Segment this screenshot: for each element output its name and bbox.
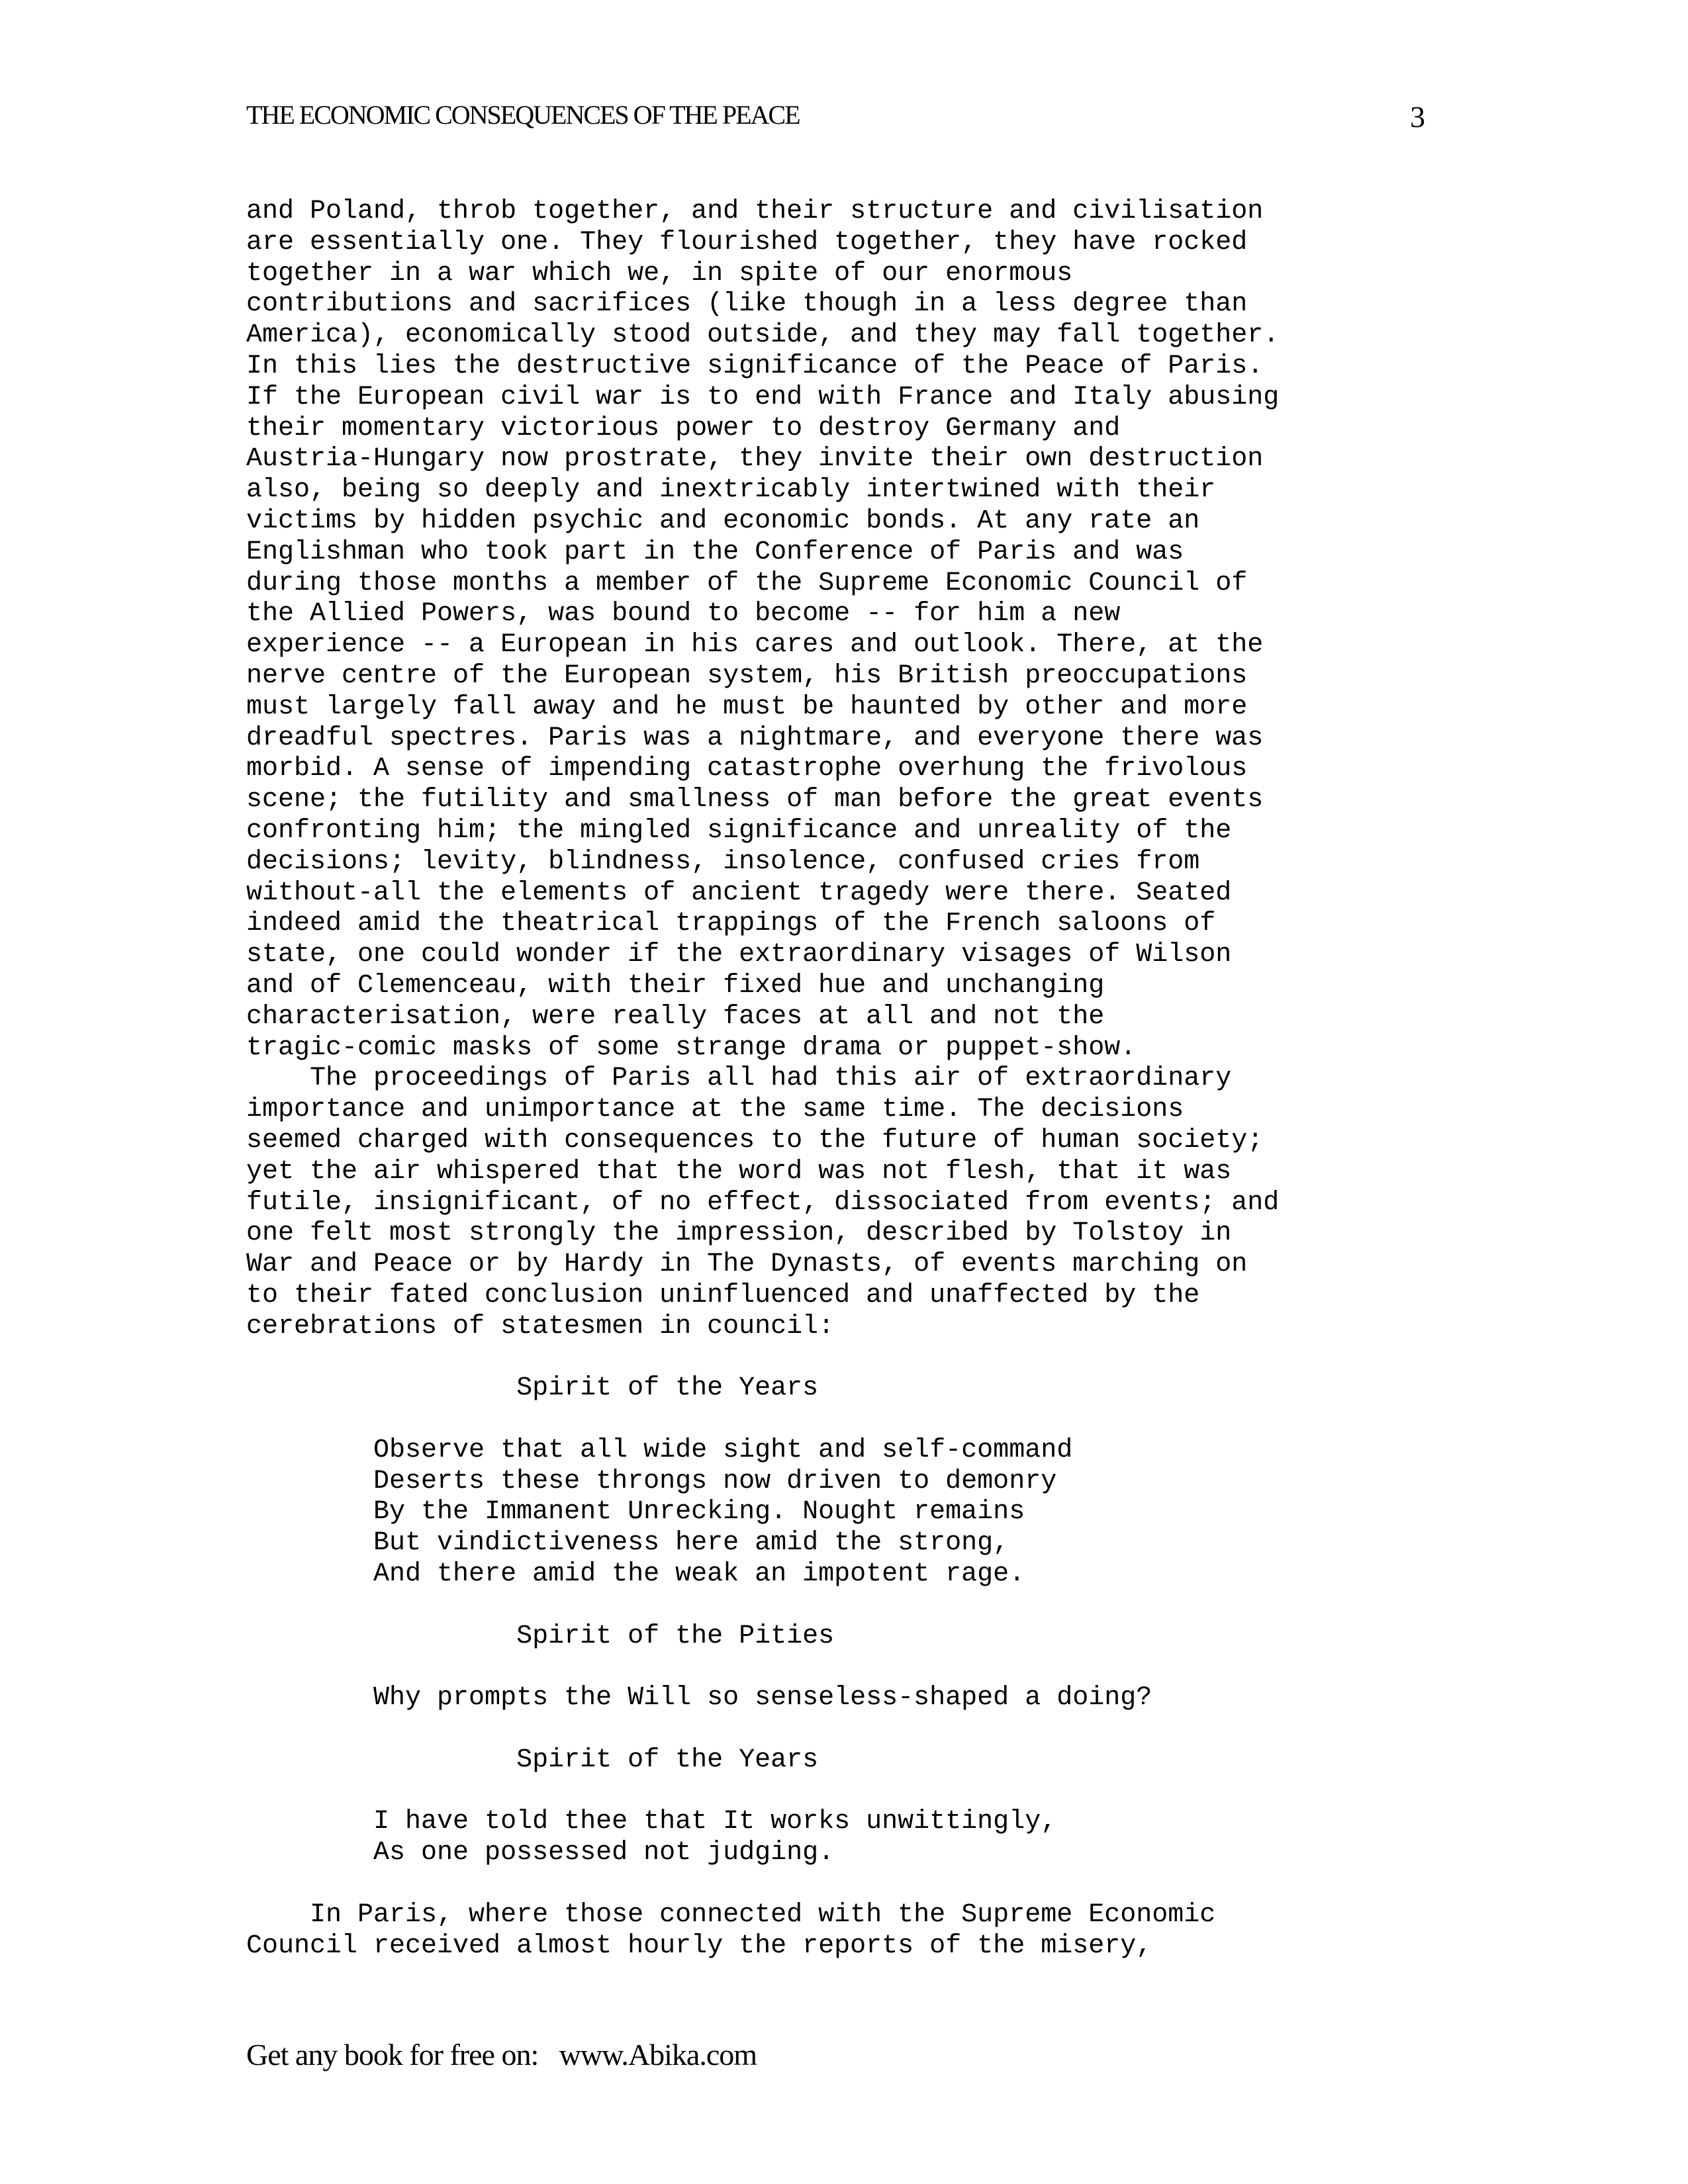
footer bbox=[246, 2037, 757, 2072]
text-line: Austria-Hungary now prostrate, they invite their own destruction bbox=[246, 444, 1264, 475]
text-line: yet the air whispered that the word was not flesh, that it was bbox=[246, 1156, 1232, 1187]
page-number: 3 bbox=[1410, 100, 1425, 134]
text-line: As one possessed not judging. bbox=[246, 1838, 835, 1868]
footer-label: Get any book for free on: bbox=[246, 2038, 539, 2071]
text-line: and Poland, throb together, and their structure and civilisation bbox=[246, 197, 1264, 226]
text-line: futile, insignificant, of no effect, dissociated from events; and bbox=[246, 1187, 1280, 1218]
text-line: In this lies the destructive significance of the Peace of Paris. bbox=[246, 351, 1264, 381]
running-header: THE ECONOMIC CONSEQUENCES OF THE PEACE bbox=[246, 100, 800, 130]
footer-link[interactable]: www.Abika.com bbox=[559, 2038, 757, 2071]
text-line: one felt most strongly the impression, described by Tolstoy in bbox=[246, 1218, 1232, 1249]
text-line: Council received almost hourly the reports of the misery, bbox=[246, 1931, 1152, 1961]
text-line: By the Immanent Unrecking. Nought remains bbox=[246, 1497, 1025, 1527]
text-line bbox=[246, 1590, 1358, 1621]
text-line: during those months a member of the Supreme Economic Council of bbox=[246, 568, 1248, 598]
body-text bbox=[246, 197, 1358, 1962]
text-line: importance and unimportance at the same time. The decisions bbox=[246, 1095, 1184, 1125]
text-line: Englishman who took part in the Conference of Paris and was bbox=[246, 537, 1184, 567]
text-line: Observe that all wide sight and self-command bbox=[246, 1435, 1073, 1465]
text-line: Deserts these throngs now driven to demonry bbox=[246, 1466, 1057, 1496]
text-line: If the European civil war is to end with France and Italy abusing bbox=[246, 382, 1280, 412]
text-line: cerebrations of statesmen in council: bbox=[246, 1311, 835, 1342]
text-line bbox=[246, 1652, 1358, 1683]
text-line: nerve centre of the European system, his British preoccupations bbox=[246, 660, 1248, 691]
text-line: together in a war which we, in spite of our enormous bbox=[246, 258, 1073, 289]
text-line: dreadful spectres. Paris was a nightmare, and everyone there was bbox=[246, 723, 1264, 753]
text-line: Spirit of the Years bbox=[246, 1373, 819, 1404]
text-line: In Paris, where those connected with the Supreme Economic bbox=[246, 1899, 1216, 1930]
text-line: experience -- a European in his cares and outlook. There, at the bbox=[246, 630, 1264, 660]
text-line: state, one could wonder if the extraordinary visages of Wilson bbox=[246, 940, 1232, 970]
text-line: must largely fall away and he must be haunted by other and more bbox=[246, 692, 1248, 722]
text-line: indeed amid the theatrical trappings of the French saloons of bbox=[246, 909, 1216, 939]
text-line: morbid. A sense of impending catastrophe overhung the frivolous bbox=[246, 754, 1248, 784]
text-line: decisions; levity, blindness, insolence, confused cries from bbox=[246, 846, 1200, 877]
text-line: victims by hidden psychic and economic bonds. At any rate an bbox=[246, 506, 1200, 536]
text-line: scene; the futility and smallness of man before the great events bbox=[246, 785, 1264, 815]
text-line bbox=[246, 1404, 1358, 1435]
text-line: to their fated conclusion uninfluenced and unaffected by the bbox=[246, 1280, 1200, 1310]
text-line: contributions and sacrifices (like though in a less degree than bbox=[246, 289, 1248, 320]
text-line bbox=[246, 1342, 1358, 1373]
text-line: War and Peace or by Hardy in The Dynasts, of events marching on bbox=[246, 1250, 1248, 1280]
text-line: also, being so deeply and inextricably intertwined with their bbox=[246, 475, 1216, 506]
text-line: tragic-comic masks of some strange drama or puppet-show. bbox=[246, 1032, 1137, 1063]
text-line: their momentary victorious power to destroy Germany and bbox=[246, 413, 1121, 443]
text-line: The proceedings of Paris all had this air of extraordinary bbox=[246, 1064, 1232, 1094]
text-line: And there amid the weak an impotent rage. bbox=[246, 1559, 1025, 1590]
text-line: seemed charged with consequences to the future of human society; bbox=[246, 1125, 1264, 1156]
text-line: America), economically stood outside, and they may fall together. bbox=[246, 320, 1280, 351]
text-line bbox=[246, 1869, 1358, 1900]
text-line: without-all the elements of ancient tragedy were there. Seated bbox=[246, 878, 1232, 908]
text-line: the Allied Powers, was bound to become -- for him a new bbox=[246, 599, 1121, 629]
text-line: But vindictiveness here amid the strong, bbox=[246, 1528, 1009, 1559]
text-line: Spirit of the Years bbox=[246, 1745, 819, 1775]
text-line: Why prompts the Will so senseless-shaped a doing? bbox=[246, 1683, 1152, 1713]
text-line: Spirit of the Pities bbox=[246, 1621, 835, 1651]
text-line: confronting him; the mingled significance and unreality of the bbox=[246, 815, 1232, 846]
text-line: characterisation, were really faces at all and not the bbox=[246, 1001, 1105, 1032]
text-line: are essentially one. They flourished together, they have rocked bbox=[246, 227, 1248, 257]
text-line bbox=[246, 1714, 1358, 1745]
text-line: and of Clemenceau, with their fixed hue and unchanging bbox=[246, 970, 1105, 1001]
text-line bbox=[246, 1776, 1358, 1807]
text-line: I have told thee that It works unwittingly, bbox=[246, 1807, 1057, 1837]
